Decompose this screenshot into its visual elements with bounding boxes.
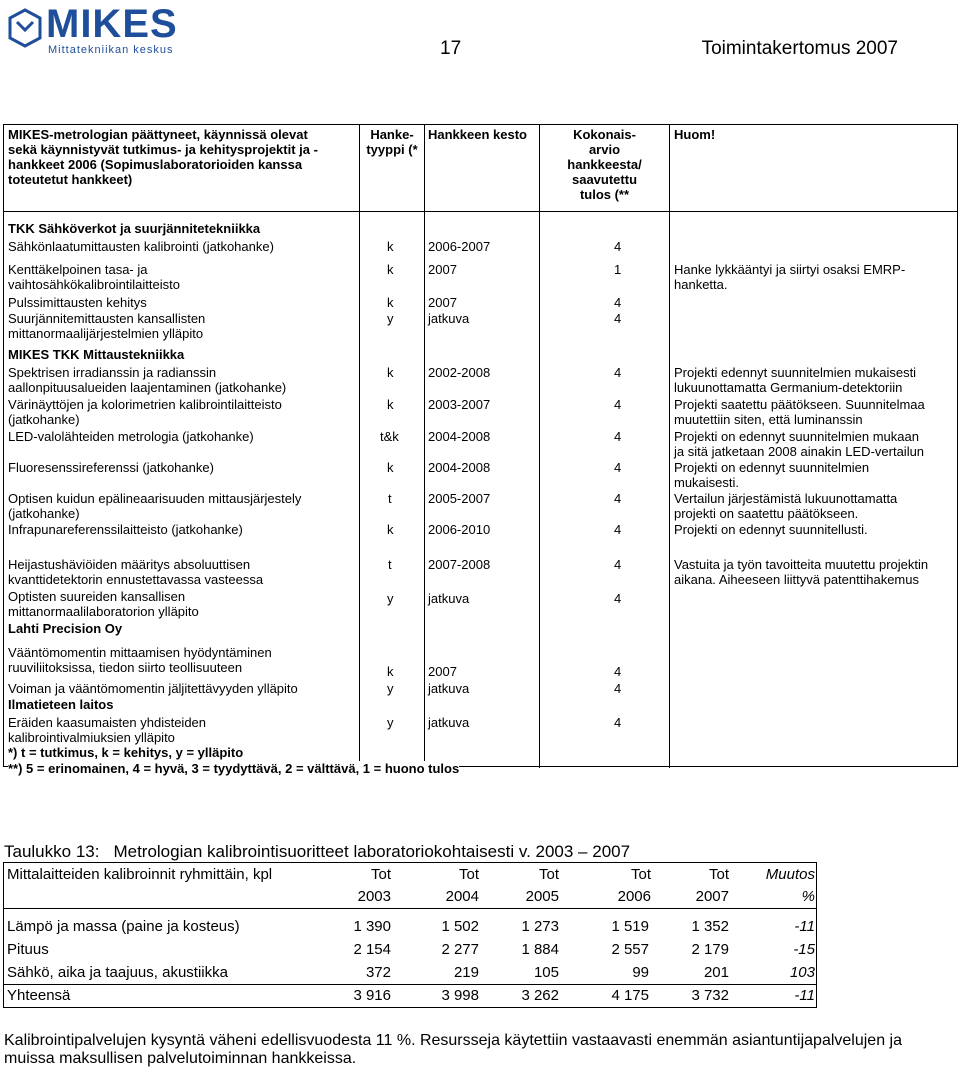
cal-cell: 99	[632, 964, 649, 981]
cal-cell: -11	[794, 918, 815, 935]
row-score: 4	[614, 715, 622, 730]
logo-text: MIKES	[46, 2, 178, 46]
col-year: 2006	[617, 888, 651, 905]
cal-cell: 1 502	[441, 918, 479, 935]
header-note: Huom!	[674, 127, 716, 142]
row-name: Värinäyttöjen ja kolorimetrien kalibrointilaitteisto (jatkohanke)	[8, 397, 282, 427]
row-duration: jatkuva	[428, 311, 470, 326]
row-name: Kenttäkelpoinen tasa- ja vaihtosähkökalibrointilaitteisto	[8, 262, 180, 292]
cal-cell: 3 732	[691, 987, 729, 1004]
project-table	[3, 124, 958, 776]
rule	[3, 1007, 817, 1008]
row-type: t	[388, 557, 392, 572]
row-type: k	[387, 295, 394, 310]
cal-cell: 105	[533, 964, 559, 981]
row-duration: jatkuva	[428, 681, 470, 696]
row-duration: 2005-2007	[428, 491, 491, 506]
row-score: 4	[614, 397, 622, 412]
row-type: k	[387, 460, 394, 475]
row-type: t	[388, 491, 392, 506]
row-name: LED-valolähteiden metrologia (jatkohanke)	[8, 429, 254, 444]
row-duration: 2006-2007	[428, 239, 491, 254]
cal-cell: 103	[789, 964, 815, 981]
row-score: 1	[614, 262, 622, 277]
row-duration: 2006-2010	[428, 522, 491, 537]
rule	[3, 862, 817, 863]
row-type: k	[387, 365, 394, 380]
row-note: Projekti on edennyt suunnitelmien mukaisesti.	[674, 460, 870, 490]
cal-cell: 1 390	[353, 918, 391, 935]
row-name: Heijastushäviöiden määritys absoluuttisen kvanttidetektorin ennustettavassa vasteessa	[8, 557, 264, 587]
logo-subtitle: Mittatekniikan keskus	[48, 44, 174, 56]
row-duration: jatkuva	[428, 591, 470, 606]
row-name: Optisen kuidun epälineaarisuuden mittausjärjestely (jatkohanke)	[8, 491, 302, 521]
row-score: 4	[614, 491, 622, 506]
row-note: Projekti on edennyt suunnitellusti.	[674, 522, 868, 537]
logo-mark-icon	[8, 8, 42, 48]
row-score: 4	[614, 681, 622, 696]
row-type: k	[387, 262, 394, 277]
row-name: Fluoresenssireferenssi (jatkohanke)	[8, 460, 214, 475]
row-name: Vääntömomentin mittaamisen hyödyntäminen ruuviliitoksissa, tiedon siirto teollisuuteen	[8, 645, 272, 675]
mikes-logo	[8, 2, 198, 56]
row-score: 4	[614, 311, 622, 326]
header-type: Hanke- tyyppi (*	[366, 127, 418, 157]
cal-row-label: Yhteensä	[7, 987, 71, 1004]
section-title: TKK Sähköverkot ja suurjännitetekniikka	[8, 221, 261, 236]
rule	[3, 862, 4, 1008]
row-name: Sähkönlaatumittausten kalibrointi (jatkohanke)	[8, 239, 274, 254]
row-note: Vertailun järjestämistä lukuunottamatta projekti on saatettu päätökseen.	[674, 491, 898, 521]
row-duration: 2007	[428, 295, 457, 310]
row-name: Pulssimittausten kehitys	[8, 295, 147, 310]
row-name: Voiman ja vääntömomentin jäljitettävyyden ylläpito	[8, 681, 298, 696]
cal-cell: 1 519	[611, 918, 649, 935]
row-note: Projekti saatettu päätökseen. Suunnitelmaa muutettiin siten, että luminanssin	[674, 397, 925, 427]
row-name: Infrapunareferenssilaitteisto (jatkohanke)	[8, 522, 243, 537]
col-divider	[424, 125, 425, 768]
row-type: y	[387, 715, 394, 730]
row-score: 4	[614, 429, 622, 444]
cal-cell: 372	[365, 964, 391, 981]
rule	[816, 862, 817, 1008]
row-duration: 2007	[428, 664, 457, 679]
cal-cell: 2 557	[611, 941, 649, 958]
row-type: k	[387, 397, 394, 412]
col-top: Muutos	[765, 866, 815, 883]
row-name: Suurjännitemittausten kansallisten mittanormaalijärjestelmien ylläpito	[8, 311, 206, 341]
cal-row-label: Lämpö ja massa (paine ja kosteus)	[7, 918, 240, 935]
rule	[3, 908, 817, 909]
row-score: 4	[614, 522, 622, 537]
table-caption: Taulukko 13: Metrologian kalibrointisuoritteet laboratoriokohtaisesti v. 2003 – 2007	[4, 842, 631, 861]
col-top: Tot	[458, 866, 479, 883]
row-score: 4	[614, 460, 622, 475]
col-year: 2007	[695, 888, 729, 905]
cal-header-label: Mittalaitteiden kalibroinnit ryhmittäin, kpl	[7, 866, 273, 883]
footnote: **) 5 = erinomainen, 4 = hyvä, 3 = tyydyttävä, 2 = välttävä, 1 = huono tulos	[8, 761, 460, 776]
footer-paragraph: Kalibrointipalvelujen kysyntä väheni edellisvuodesta 11 %. Resursseja käytettiin vastaavasti enemmän asiantuntijapalvelujen ja muissa maksullisen palvelutoiminnan hankkeissa.	[4, 1032, 902, 1067]
rule	[3, 984, 817, 985]
col-top: Tot	[370, 866, 391, 883]
row-note: Vastuita ja työn tavoitteita muutettu projektin aikana. Aiheeseen liittyvä patenttihakemus	[674, 557, 929, 587]
row-duration: 2007	[428, 262, 457, 277]
row-duration: 2004-2008	[428, 429, 491, 444]
cal-cell: 219	[453, 964, 479, 981]
section-title: Ilmatieteen laitos	[8, 697, 114, 712]
col-divider	[669, 125, 670, 768]
cal-cell: 2 154	[353, 941, 391, 958]
col-year: %	[801, 888, 815, 905]
cal-cell: 4 175	[611, 987, 649, 1004]
row-name: Eräiden kaasumaisten yhdisteiden kalibrointivalmiuksien ylläpito	[8, 715, 207, 745]
header-divider	[4, 211, 957, 212]
row-type: k	[387, 239, 394, 254]
cal-cell: 1 273	[521, 918, 559, 935]
document-title: Toimintakertomus 2007	[701, 38, 898, 59]
row-name: Optisten suureiden kansallisen mittanormaalilaboratorion ylläpito	[8, 589, 199, 619]
row-score: 4	[614, 664, 622, 679]
cal-cell: 3 262	[521, 987, 559, 1004]
row-type: k	[387, 664, 394, 679]
cal-cell: 2 179	[691, 941, 729, 958]
col-top: Tot	[630, 866, 651, 883]
row-note: Hanke lykkääntyi ja siirtyi osaksi EMRP- hanketta.	[674, 262, 906, 292]
row-duration: 2004-2008	[428, 460, 491, 475]
row-score: 4	[614, 365, 622, 380]
row-type: y	[387, 591, 394, 606]
cal-cell: 2 277	[441, 941, 479, 958]
row-score: 4	[614, 295, 622, 310]
header-projects: MIKES-metrologian päättyneet, käynnissä olevat sekä käynnistyvät tutkimus- ja kehitysprojektit ja - hankkeet 2006 (Sopimuslaboratorioiden kanssa toteutetut hankkeet)	[8, 127, 318, 187]
col-divider	[539, 125, 540, 768]
section-title: MIKES TKK Mittaustekniikka	[8, 347, 185, 362]
row-name: Spektrisen irradianssin ja radianssin aallonpituusalueiden laajentaminen (jatkohanke)	[8, 365, 287, 395]
page-number: 17	[440, 38, 462, 59]
row-score: 4	[614, 591, 622, 606]
col-year: 2003	[357, 888, 391, 905]
section-title: Lahti Precision Oy	[8, 621, 123, 636]
col-top: Tot	[708, 866, 729, 883]
row-duration: 2003-2007	[428, 397, 491, 412]
calibration-table	[3, 862, 817, 1008]
row-type: k	[387, 522, 394, 537]
cal-cell: -15	[793, 941, 815, 958]
col-top: Tot	[538, 866, 559, 883]
cal-row-label: Sähkö, aika ja taajuus, akustiikka	[7, 964, 228, 981]
col-year: 2004	[445, 888, 479, 905]
cal-cell: 1 884	[521, 941, 559, 958]
row-type: t&k	[380, 429, 399, 444]
cal-cell: 3 998	[441, 987, 479, 1004]
footnote: *) t = tutkimus, k = kehitys, y = ylläpito	[8, 745, 244, 760]
row-note: Projekti edennyt suunnitelmien mukaisesti lukuunottamatta Germanium-detektoriin	[674, 365, 917, 395]
header-duration: Hankkeen kesto	[428, 127, 527, 142]
cal-cell: -11	[794, 987, 815, 1004]
row-type: y	[387, 681, 394, 696]
col-year: 2005	[525, 888, 559, 905]
row-score: 4	[614, 239, 622, 254]
header-estimate: Kokonais- arvio hankkeesta/ saavutettu tulos (**	[567, 127, 642, 202]
cal-cell: 201	[703, 964, 729, 981]
cal-row-label: Pituus	[7, 941, 49, 958]
row-duration: jatkuva	[428, 715, 470, 730]
row-duration: 2002-2008	[428, 365, 491, 380]
col-divider	[359, 125, 360, 768]
row-type: y	[387, 311, 394, 326]
cal-cell: 1 352	[691, 918, 729, 935]
row-score: 4	[614, 557, 622, 572]
cal-cell: 3 916	[353, 987, 391, 1004]
row-duration: 2007-2008	[428, 557, 491, 572]
row-note: Projekti on edennyt suunnitelmien mukaan ja sitä jatketaan 2008 ainakin LED-vertailun	[674, 429, 925, 459]
